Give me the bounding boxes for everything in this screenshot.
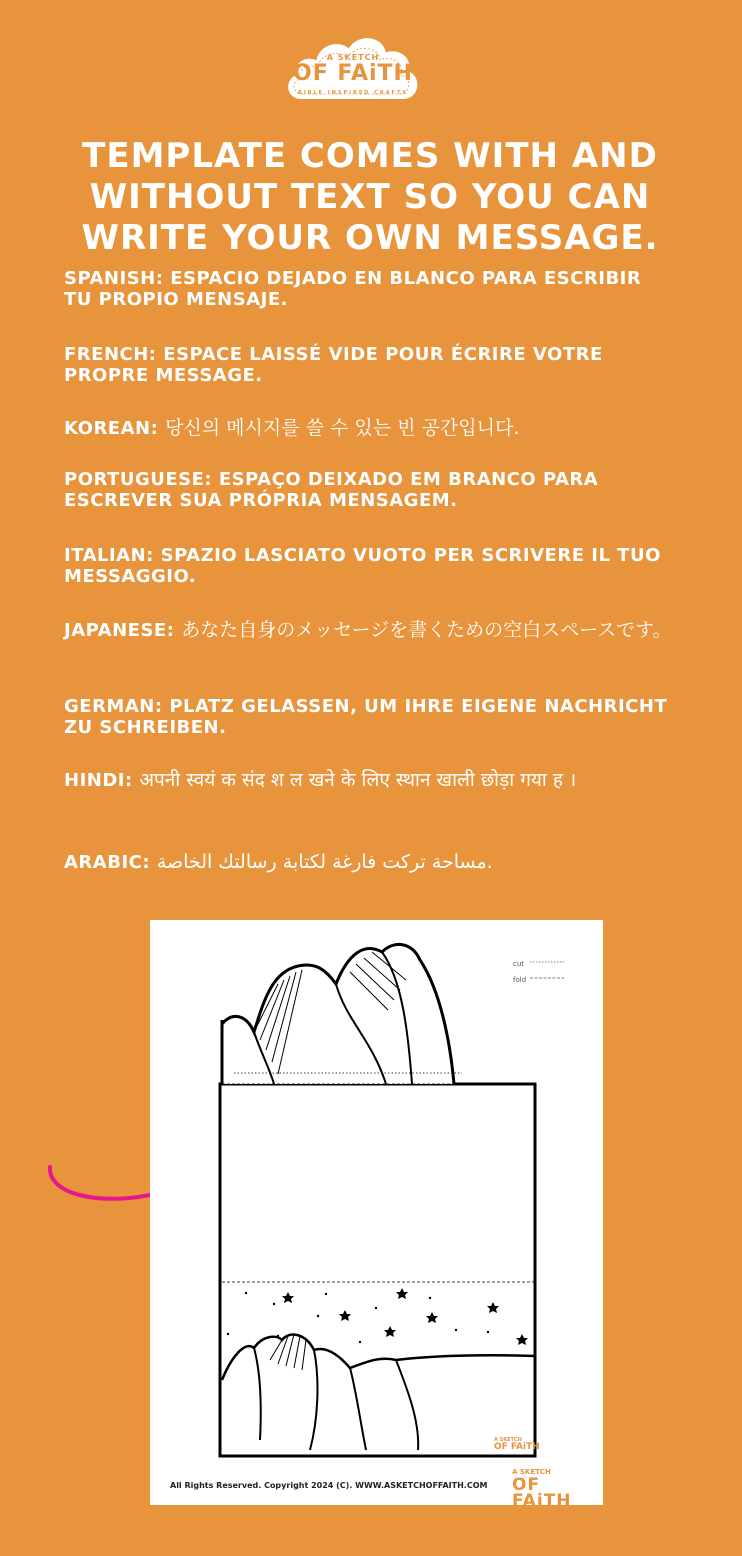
- footer-logo: [512, 1467, 603, 1509]
- footer-logo-main: OF FAiTH: [512, 1475, 572, 1511]
- logo-tagline: BIBLE INSPIRED CRAFTS: [298, 90, 408, 96]
- mini-logo-small: A SKETCH: [494, 1437, 522, 1443]
- lang-label: FRENCH:: [64, 344, 157, 365]
- logo-small-text: A SKETCH: [326, 53, 380, 62]
- lang-arabic: [64, 852, 674, 873]
- lang-text: 당신의 메시지를 쓸 수 있는 빈 공간입니다.: [165, 417, 520, 439]
- lang-label: JAPANESE:: [64, 620, 175, 641]
- brand-logo: [283, 28, 423, 106]
- mountain-template-drawing: [150, 920, 603, 1505]
- lang-text: ESPAÇO DEIXADO EM BRANCO PARA ESCREVER SUA PRÓPRIA MENSAGEM.: [64, 469, 599, 511]
- template-preview: [150, 920, 603, 1511]
- lang-hindi: [64, 770, 674, 791]
- lang-label: ITALIAN:: [64, 545, 154, 566]
- template-mini-logo: [494, 1437, 540, 1452]
- lang-japanese: [64, 620, 674, 641]
- lang-text: مساحة تركت فارغة لكتابة رسالتك الخاصة.: [156, 851, 493, 873]
- lang-label: ARABIC:: [64, 852, 151, 873]
- lang-text: あなた自身のメッセージを書くための空白スペースです。: [181, 619, 672, 641]
- legend: [513, 956, 526, 988]
- lang-korean: [64, 418, 674, 439]
- page-headline: TEMPLATE COMES WITH AND WITHOUT TEXT SO YOU CAN WRITE YOUR OWN MESSAGE.: [81, 136, 659, 258]
- lang-german: [64, 696, 674, 738]
- logo-main-text: OF FAiTH: [293, 61, 413, 86]
- lang-label: GERMAN:: [64, 696, 163, 717]
- lang-portuguese: [64, 469, 674, 511]
- lang-label: KOREAN:: [64, 418, 159, 439]
- lang-spanish: [64, 268, 674, 310]
- lang-text: अपनी स्वयं क संद श ल खने के लिए स्थान खाली छोड़ा गया ह ।: [139, 769, 577, 791]
- lang-label: SPANISH:: [64, 268, 164, 289]
- lang-label: HINDI:: [64, 770, 133, 791]
- legend-cut: cut: [513, 960, 525, 968]
- lang-text: PLATZ GELASSEN, UM IHRE EIGENE NACHRICHT ZU SCHREIBEN.: [64, 696, 668, 738]
- lang-label: PORTUGUESE:: [64, 469, 213, 490]
- lang-text: ESPACE LAISSÉ VIDE POUR ÉCRIRE VOTRE PROPRE MESSAGE.: [64, 344, 603, 386]
- footer-logo-small: A SKETCH: [512, 1468, 551, 1476]
- copyright-text: All Rights Reserved. Copyright 2024 (C). WWW.ASKETCHOFFAITH.COM: [170, 1481, 488, 1490]
- lang-text: SPAZIO LASCIATO VUOTO PER SCRIVERE IL TUO MESSAGGIO.: [64, 545, 661, 587]
- lang-french: [64, 344, 674, 386]
- lang-italian: [64, 545, 674, 587]
- legend-fold: fold: [513, 976, 527, 984]
- lang-text: ESPACIO DEJADO EN BLANCO PARA ESCRIBIR TU PROPIO MENSAJE.: [64, 268, 642, 310]
- mini-logo-main: OF FAiTH: [494, 1442, 540, 1452]
